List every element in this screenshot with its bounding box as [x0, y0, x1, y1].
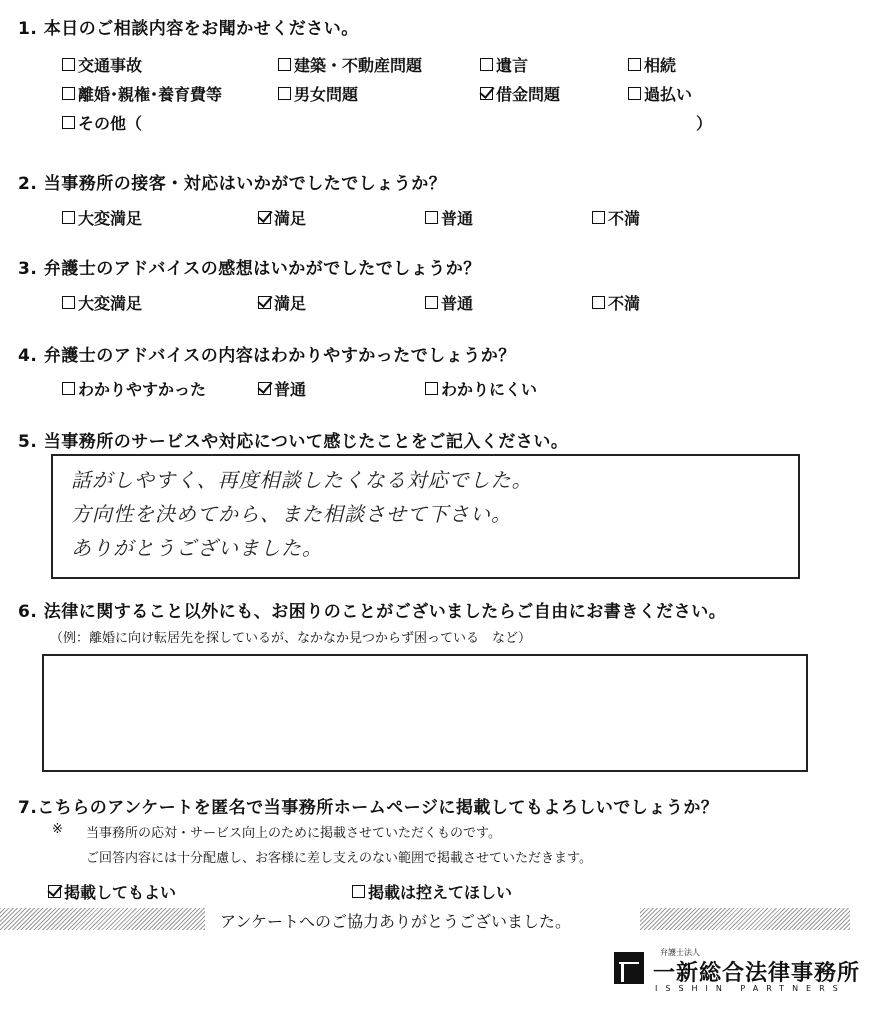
checkbox-icon[interactable]: [62, 211, 75, 224]
q2-option-dissatisfied[interactable]: 不満: [592, 206, 640, 229]
q1-title: 1. 本日のご相談内容をお聞かせください。: [18, 19, 359, 39]
checkbox-checked-icon[interactable]: [480, 87, 493, 100]
q3-option-normal[interactable]: 普通: [425, 291, 473, 314]
q5-answer-line-1: 話がしやすく、再度相談したくなる対応でした。: [71, 468, 533, 492]
checkbox-icon[interactable]: [425, 296, 438, 309]
q2-option-satisfied[interactable]: 満足: [258, 206, 306, 229]
checkbox-icon[interactable]: [352, 885, 365, 898]
q4-option-hard[interactable]: わかりにくい: [425, 377, 537, 400]
left-hatch-divider: [0, 908, 205, 930]
logo-english-name: ISSHIN PARTNERS: [655, 984, 846, 993]
thanks-message: アンケートへのご協力ありがとうございました。: [220, 912, 572, 931]
q3-option-dissatisfied[interactable]: 不満: [592, 291, 640, 314]
q7-option-publish-no[interactable]: 掲載は控えてほしい: [352, 880, 512, 903]
q6-example: （例：離婚に向け転居先を探しているが、なかなか見つからず困っている など）: [50, 631, 532, 646]
checkbox-icon[interactable]: [628, 87, 641, 100]
q6-answer-box[interactable]: [42, 654, 808, 772]
q1-option-relationship[interactable]: 男女問題: [278, 82, 358, 105]
checkbox-icon[interactable]: [425, 211, 438, 224]
q7-title: 7.こちらのアンケートを匿名で当事務所ホームページに掲載してもよろしいでしょうか？: [18, 798, 719, 818]
q3-option-very-satisfied[interactable]: 大変満足: [62, 291, 142, 314]
q1-option-will[interactable]: 遺言: [480, 53, 528, 76]
q2-option-normal[interactable]: 普通: [425, 206, 473, 229]
q2-title: 2. 当事務所の接客・対応はいかがでしたでしょうか？: [18, 174, 447, 194]
q4-title: 4. 弁護士のアドバイスの内容はわかりやすかったでしょうか？: [18, 346, 516, 366]
q4-option-normal[interactable]: 普通: [258, 377, 306, 400]
q3-option-satisfied[interactable]: 満足: [258, 291, 306, 314]
firm-logo-icon: [612, 950, 646, 986]
checkbox-checked-icon[interactable]: [48, 885, 61, 898]
q7-option-publish-ok[interactable]: 掲載してもよい: [48, 880, 176, 903]
checkbox-icon[interactable]: [62, 116, 75, 129]
q5-answer-line-3: ありがとうございました。: [71, 536, 323, 560]
q7-note-2: ご回答内容には十分配慮し、お客様に差し支えのない範囲で掲載させていただきます。: [86, 851, 592, 866]
q1-option-inheritance[interactable]: 相続: [628, 53, 676, 76]
checkbox-icon[interactable]: [628, 58, 641, 71]
q1-option-divorce[interactable]: 離婚･親権･養育費等: [62, 82, 222, 105]
q6-title: 6. 法律に関すること以外にも、お困りのことがございましたらご自由にお書きください。: [18, 602, 727, 622]
q7-note-mark: ※: [52, 822, 63, 837]
right-hatch-divider: [640, 908, 850, 930]
q3-title: 3. 弁護士のアドバイスの感想はいかがでしたでしょうか？: [18, 259, 481, 279]
q5-answer-line-2: 方向性を決めてから、また相談させて下さい。: [71, 502, 512, 526]
q4-option-easy[interactable]: わかりやすかった: [62, 377, 206, 400]
checkbox-icon[interactable]: [62, 382, 75, 395]
checkbox-icon[interactable]: [278, 87, 291, 100]
checkbox-icon[interactable]: [425, 382, 438, 395]
logo-firm-name: 一新総合法律事務所: [653, 961, 861, 986]
q5-answer-box[interactable]: [51, 454, 800, 579]
q1-other-close-paren: ）: [696, 114, 713, 133]
checkbox-icon[interactable]: [278, 58, 291, 71]
checkbox-checked-icon[interactable]: [258, 211, 271, 224]
checkbox-icon[interactable]: [62, 58, 75, 71]
checkbox-icon[interactable]: [592, 296, 605, 309]
q1-option-traffic[interactable]: 交通事故: [62, 53, 142, 76]
q7-note-1: 当事務所の応対・サービス向上のために掲載させていただくものです。: [86, 826, 501, 841]
q1-option-debt[interactable]: 借金問題: [480, 82, 560, 105]
q1-option-overpayment[interactable]: 過払い: [628, 82, 692, 105]
q2-option-very-satisfied[interactable]: 大変満足: [62, 206, 142, 229]
checkbox-checked-icon[interactable]: [258, 296, 271, 309]
q5-title: 5. 当事務所のサービスや対応について感じたことをご記入ください。: [18, 432, 569, 452]
checkbox-checked-icon[interactable]: [258, 382, 271, 395]
q1-option-realestate[interactable]: 建築・不動産問題: [278, 53, 422, 76]
checkbox-icon[interactable]: [62, 296, 75, 309]
checkbox-icon[interactable]: [592, 211, 605, 224]
checkbox-icon[interactable]: [480, 58, 493, 71]
checkbox-icon[interactable]: [62, 87, 75, 100]
logo-small-text: 弁護士法人: [660, 948, 700, 957]
q1-option-other[interactable]: その他（: [62, 111, 142, 134]
